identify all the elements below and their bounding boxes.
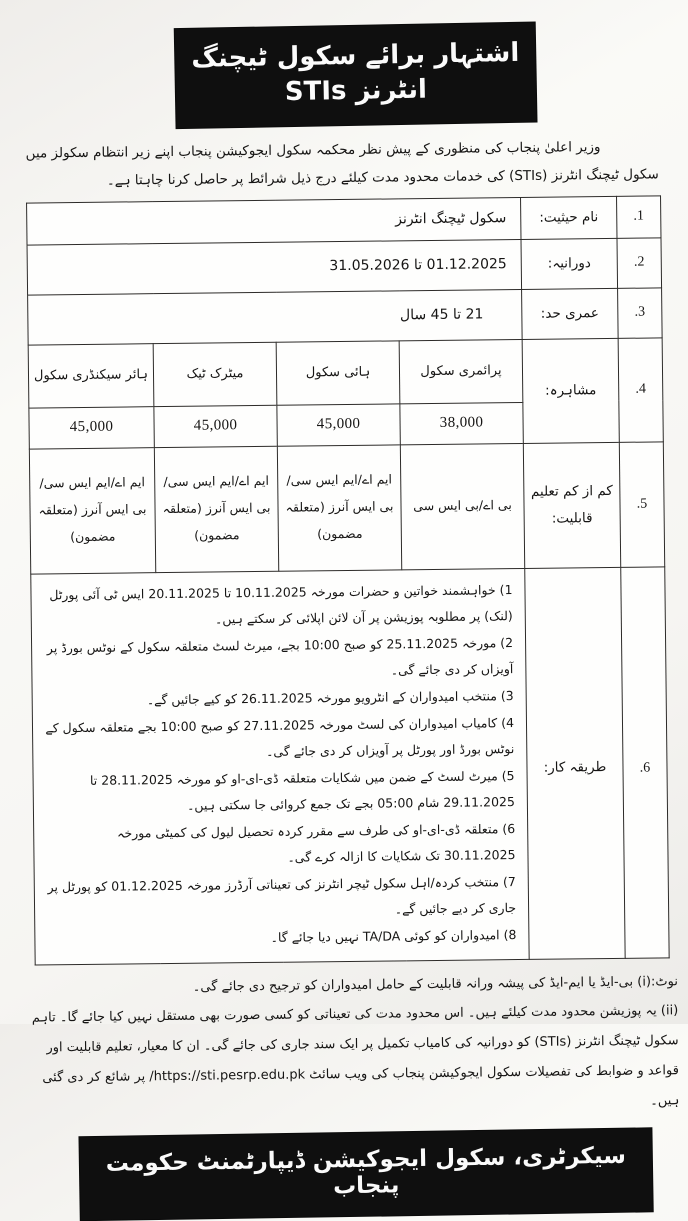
salary-column-primary: پرائمری سکول (399, 339, 523, 403)
row-number: 1. (617, 195, 661, 237)
row-label: مشاہرہ: (522, 338, 619, 443)
title-banner: اشتہار برائے سکول ٹیچنگ انٹرنز STIs (175, 23, 537, 129)
procedure-step: 2) مورخہ 25.11.2025 کو صبح 10:00 بجے، میرٹ لسٹ متعلقہ سکول کے نوٹس بورڈ پر آویزاں کر دی جائے گی۔ (46, 634, 514, 678)
procedure-step: 8) امیدواران کو کوئی TA/DA نہیں دیا جائے گا۔ (270, 926, 517, 945)
qualification-high: ایم اے/ایم ایس سی/بی ایس آنرز (متعلقہ مضمون) (277, 444, 401, 570)
procedure-step: 7) منتخب کردہ/اہل سکول ٹیچر انٹرنز کی تعیناتی آرڈرز مورخہ 01.12.2025 کو پورٹل پر جاری کر دیے جائیں گے۔ (47, 873, 517, 916)
table-row-qualification (29, 441, 664, 573)
row-label: دورانیہ: (521, 238, 618, 289)
procedure-step: 5) میرٹ لسٹ کے ضمن میں شکایات متعلقہ ڈی-ای-او کو مورخہ 28.11.2025 تا 29.11.2025 شام 05:00 بجے تک جمع کروائی جا سکتی ہیں۔ (89, 767, 515, 813)
note-i: نوٹ:(i) بی-ایڈ یا ایم-ایڈ کی پیشہ ورانہ قابلیت کے حامل امیدواران کو ترجیح دی جائے گی۔ (192, 973, 679, 995)
notes-section (18, 967, 680, 1124)
row-value: 21 تا 45 سال (28, 289, 523, 345)
qualification-primary: بی اے/بی ایس سی (400, 443, 524, 569)
salary-column-high: ہائی سکول (276, 340, 400, 404)
salary-value-primary: 38,000 (400, 402, 523, 444)
row-label: عمری حد: (522, 288, 619, 339)
procedure-step: 6) متعلقہ ڈی-ای-او کی طرف سے مقرر کردہ تحصیل لیول کی کمیٹی مورخہ 30.11.2025 تک شکایات کا ازالہ کرے گی۔ (117, 820, 516, 865)
table-row-procedure (31, 566, 669, 964)
footer-banner: سیکرٹری، سکول ایجوکیشن ڈیپارٹمنٹ حکومت پنجاب (79, 1128, 652, 1220)
procedure-steps (31, 568, 529, 965)
salary-value-high: 45,000 (277, 403, 400, 445)
row-number: 2. (617, 237, 662, 287)
row-label: کم از کم تعلیم قابلیت: (523, 442, 620, 568)
salary-column-matric-tech: میٹرک ٹیک (153, 342, 277, 406)
row-number: 3. (618, 287, 663, 337)
note-ii: (ii) یہ پوزیشن محدود مدت کیلئے ہیں۔ اس محدود مدت کی تعیناتی کو کسی صورت بھی مستقل نہیں کیا جائے گا۔ تاہم سکول ٹیچنگ انٹرنز (STIs) کو دورانیہ کی کامیاب تکمیل پر ایک سند جاری کی جائے گی۔ ان کا معیار، تعلیم قابلیت اور قواعد و ضوابط کی تفصیلات سکول ایجوکیشن پنجاب کی ویب سائٹ https://sti.pesrp.edu.pk/ پر شائع کر دی گئی ہیں۔ (31, 1003, 680, 1109)
salary-column-higher-secondary: ہائر سیکنڈری سکول (28, 343, 154, 407)
procedure-step: 3) منتخب امیدواران کے انٹرویو مورخہ 26.11.2025 کو کیے جائیں گے۔ (146, 687, 514, 707)
procedure-step: 4) کامیاب امیدواران کی لسٹ مورخہ 27.11.2025 کو صبح 10:00 بجے متعلقہ سکول کے نوٹس بورڈ اور پورٹل پر آویزاں کر دی جائے گی۔ (45, 714, 515, 759)
table-row-duration (27, 237, 662, 294)
row-value: سکول ٹیچنگ انٹرنز (27, 197, 521, 245)
row-number: 5. (619, 441, 664, 566)
row-number: 6. (621, 566, 669, 957)
row-label: نام حیثیت: (521, 196, 617, 239)
row-number: 4. (618, 337, 663, 441)
table-row-age-limit (28, 287, 663, 344)
salary-value-higher-secondary: 45,000 (29, 406, 155, 448)
qualification-matric-tech: ایم اے/ایم ایس سی/بی ایس آنرز (متعلقہ مضمون) (154, 446, 278, 572)
salary-value-matric-tech: 45,000 (154, 405, 277, 447)
procedure-step: 1) خواہشمند خواتین و حضرات مورخہ 10.11.2025 تا 20.11.2025 ایس ٹی آئی پورٹل (لنک) پر مطلوبہ پوزیشن پر آن لائن اپلائی کر سکتے ہیں۔ (49, 581, 513, 627)
qualification-higher-secondary: ایم اے/ایم ایس سی/بی ایس آنرز (متعلقہ مضمون) (29, 447, 155, 573)
row-label: طریقہ کار: (525, 567, 625, 959)
table-row-salary-header (28, 337, 663, 407)
row-value: 01.12.2025 تا 31.05.2026 (27, 239, 522, 295)
advert-table (26, 195, 670, 965)
intro-paragraph: وزیر اعلیٰ پنجاب کی منظوری کے پیش نظر محکمہ سکول ایجوکیشن پنجاب اپنے زیر انتظام سکولز میں سکول ٹیچنگ انٹرنز (STIs) کی خدمات محدود مدت کیلئے درج ذیل شرائط پر حاصل کرنا چاہتا ہے۔ (25, 139, 659, 189)
table-row-designation (27, 195, 661, 244)
